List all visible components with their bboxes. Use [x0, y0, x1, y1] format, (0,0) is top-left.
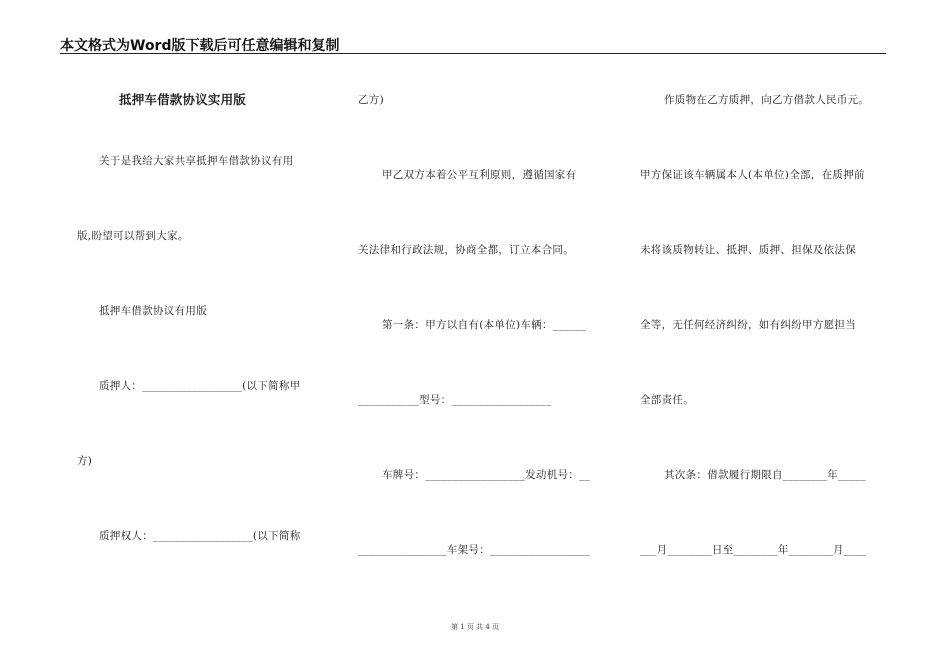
column-middle: [358, 0, 606, 672]
paragraph-line: 甲方保证该车辆属本人(本单位)全部，在质押前: [640, 169, 865, 181]
paragraph-line: 甲乙双方本着公平互利原则，遵循国家有: [382, 169, 577, 181]
paragraph-line: 关于是我给大家共享抵押车借款协议有用: [99, 155, 294, 167]
document-title: 抵押车借款协议实用版: [119, 92, 247, 107]
date-field-line: ___月________日至________年________月____: [640, 544, 867, 556]
paragraph-line: 关法律和行政法规，协商全都，订立本合同。: [358, 244, 574, 256]
article-one-line: 第一条：甲方以自有(本单位)车辆：______: [382, 319, 587, 331]
paragraph-line: 全等，无任何经济纠纷，如有纠纷甲方愿担当: [640, 319, 856, 331]
paragraph-line: 版,盼望可以帮到大家。: [77, 230, 189, 242]
model-field-line: ___________型号：__________________: [358, 394, 552, 406]
pledgee-field-line: 质押权人：__________________(以下简称: [99, 530, 301, 542]
plate-engine-field-line: 车牌号：__________________发动机号：__: [382, 469, 591, 481]
pledgor-field-line: 质押人：__________________(以下简称甲: [99, 380, 301, 392]
paragraph-line: 乙方): [358, 94, 384, 106]
document-header: 本文格式为Word版下载后可任意编辑和复制: [60, 38, 340, 54]
column-right: [640, 0, 890, 672]
paragraph-line: 全部责任。: [640, 394, 694, 406]
paragraph-line: 方): [77, 455, 93, 467]
frame-field-line: ________________车架号：__________________: [358, 544, 590, 556]
paragraph-line: 作质物在乙方质押，向乙方借款人民币元。: [664, 94, 870, 106]
paragraph-line: 未将该质物转让、抵押、质押、担保及依法保: [640, 244, 856, 256]
column-left: [77, 0, 317, 672]
page-number: 第 1 页 共 4 页: [450, 623, 500, 631]
article-two-line: 其次条：借款履行期限自________年_____: [664, 469, 866, 481]
paragraph-line: 抵押车借款协议有用版: [99, 305, 207, 317]
